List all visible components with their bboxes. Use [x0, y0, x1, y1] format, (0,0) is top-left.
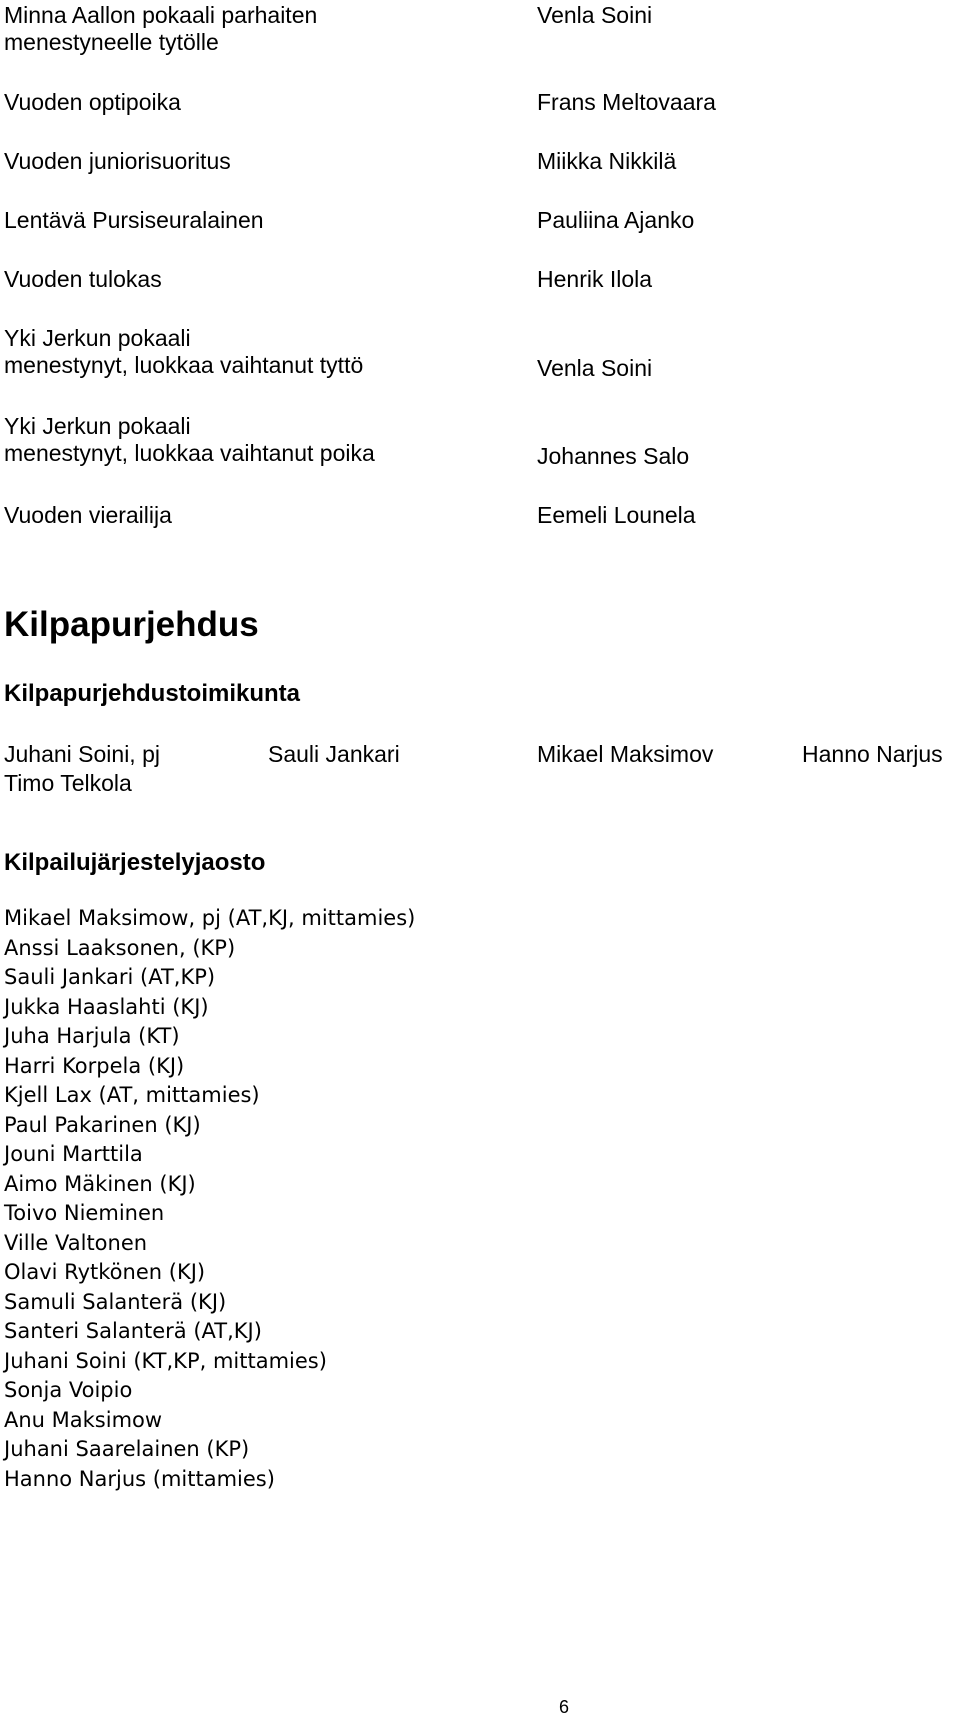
award-winner: Eemeli Lounela [537, 502, 696, 528]
award-winner: Venla Soini [537, 355, 653, 381]
subcommittee-member: Santeri Salanterä (AT,KJ) [4, 1319, 262, 1343]
subcommittee-member: Jukka Haaslahti (KJ) [4, 994, 209, 1019]
subcommittee-member: Hanno Narjus (mittamies) [4, 1466, 275, 1491]
subcommittee-member: Harri Korpela (KJ) [4, 1053, 185, 1078]
subcommittee-member: Paul Pakarinen (KJ) [4, 1112, 201, 1137]
committee-title: Kilpapurjehdustoimikunta [4, 680, 301, 707]
award-label: Yki Jerkun pokaali menestynyt, luokkaa vaihtanut tyttö [4, 325, 364, 378]
committee-member: Sauli Jankari [268, 741, 400, 767]
subcommittee-member: Anu Maksimow [4, 1407, 163, 1432]
subcommittee-member: Samuli Salanterä (KJ) [4, 1289, 227, 1314]
subcommittee-member: Anssi Laaksonen, (KP) [4, 935, 236, 960]
award-winner: Miikka Nikkilä [537, 148, 677, 174]
subcommittee-member: Juha Harjula (KT) [4, 1024, 180, 1048]
subcommittee-member: Juhani Saarelainen (KP) [4, 1437, 250, 1461]
subcommittee-member: Sonja Voipio [4, 1378, 133, 1402]
subcommittee-member-list [4, 904, 415, 1494]
committee-member: Hanno Narjus [802, 741, 943, 767]
award-label: Vuoden optipoika [4, 89, 181, 115]
subcommittee-member: Aimo Mäkinen (KJ) [4, 1171, 196, 1196]
subcommittee-member: Ville Valtonen [4, 1230, 148, 1255]
award-winner: Johannes Salo [537, 443, 690, 469]
award-winner: Frans Meltovaara [537, 89, 716, 115]
committee-member: Timo Telkola [4, 770, 132, 796]
award-label: Minna Aallon pokaali parhaiten menestyneelle tytölle [4, 2, 318, 55]
committee-member: Juhani Soini, pj [4, 741, 160, 767]
award-label: Vuoden vierailija [4, 502, 172, 528]
award-label: Yki Jerkun pokaali menestynyt, luokkaa vaihtanut poika [4, 413, 375, 466]
award-winner: Henrik Ilola [537, 266, 653, 292]
subcommittee-member: Toivo Nieminen [4, 1201, 165, 1225]
committee-member: Mikael Maksimov [537, 741, 714, 767]
award-winner: Pauliina Ajanko [537, 207, 695, 233]
subcommittee-member: Jouni Marttila [4, 1142, 143, 1166]
subcommittee-title: Kilpailujärjestelyjaosto [4, 849, 266, 876]
award-winner: Venla Soini [537, 2, 653, 28]
subcommittee-member: Olavi Rytkönen (KJ) [4, 1260, 206, 1284]
section-title: Kilpapurjehdus [4, 605, 259, 644]
award-label: Vuoden tulokas [4, 266, 162, 292]
subcommittee-member: Sauli Jankari (AT,KP) [4, 965, 216, 989]
page-number: 6 [559, 1697, 570, 1717]
award-label: Vuoden juniorisuoritus [4, 148, 231, 174]
subcommittee-member: Mikael Maksimow, pj (AT,KJ, mittamies) [4, 906, 416, 930]
subcommittee-member: Juhani Soini (KT,KP, mittamies) [4, 1348, 327, 1373]
subcommittee-member: Kjell Lax (AT, mittamies) [4, 1083, 260, 1107]
award-label: Lentävä Pursiseuralainen [4, 207, 264, 233]
